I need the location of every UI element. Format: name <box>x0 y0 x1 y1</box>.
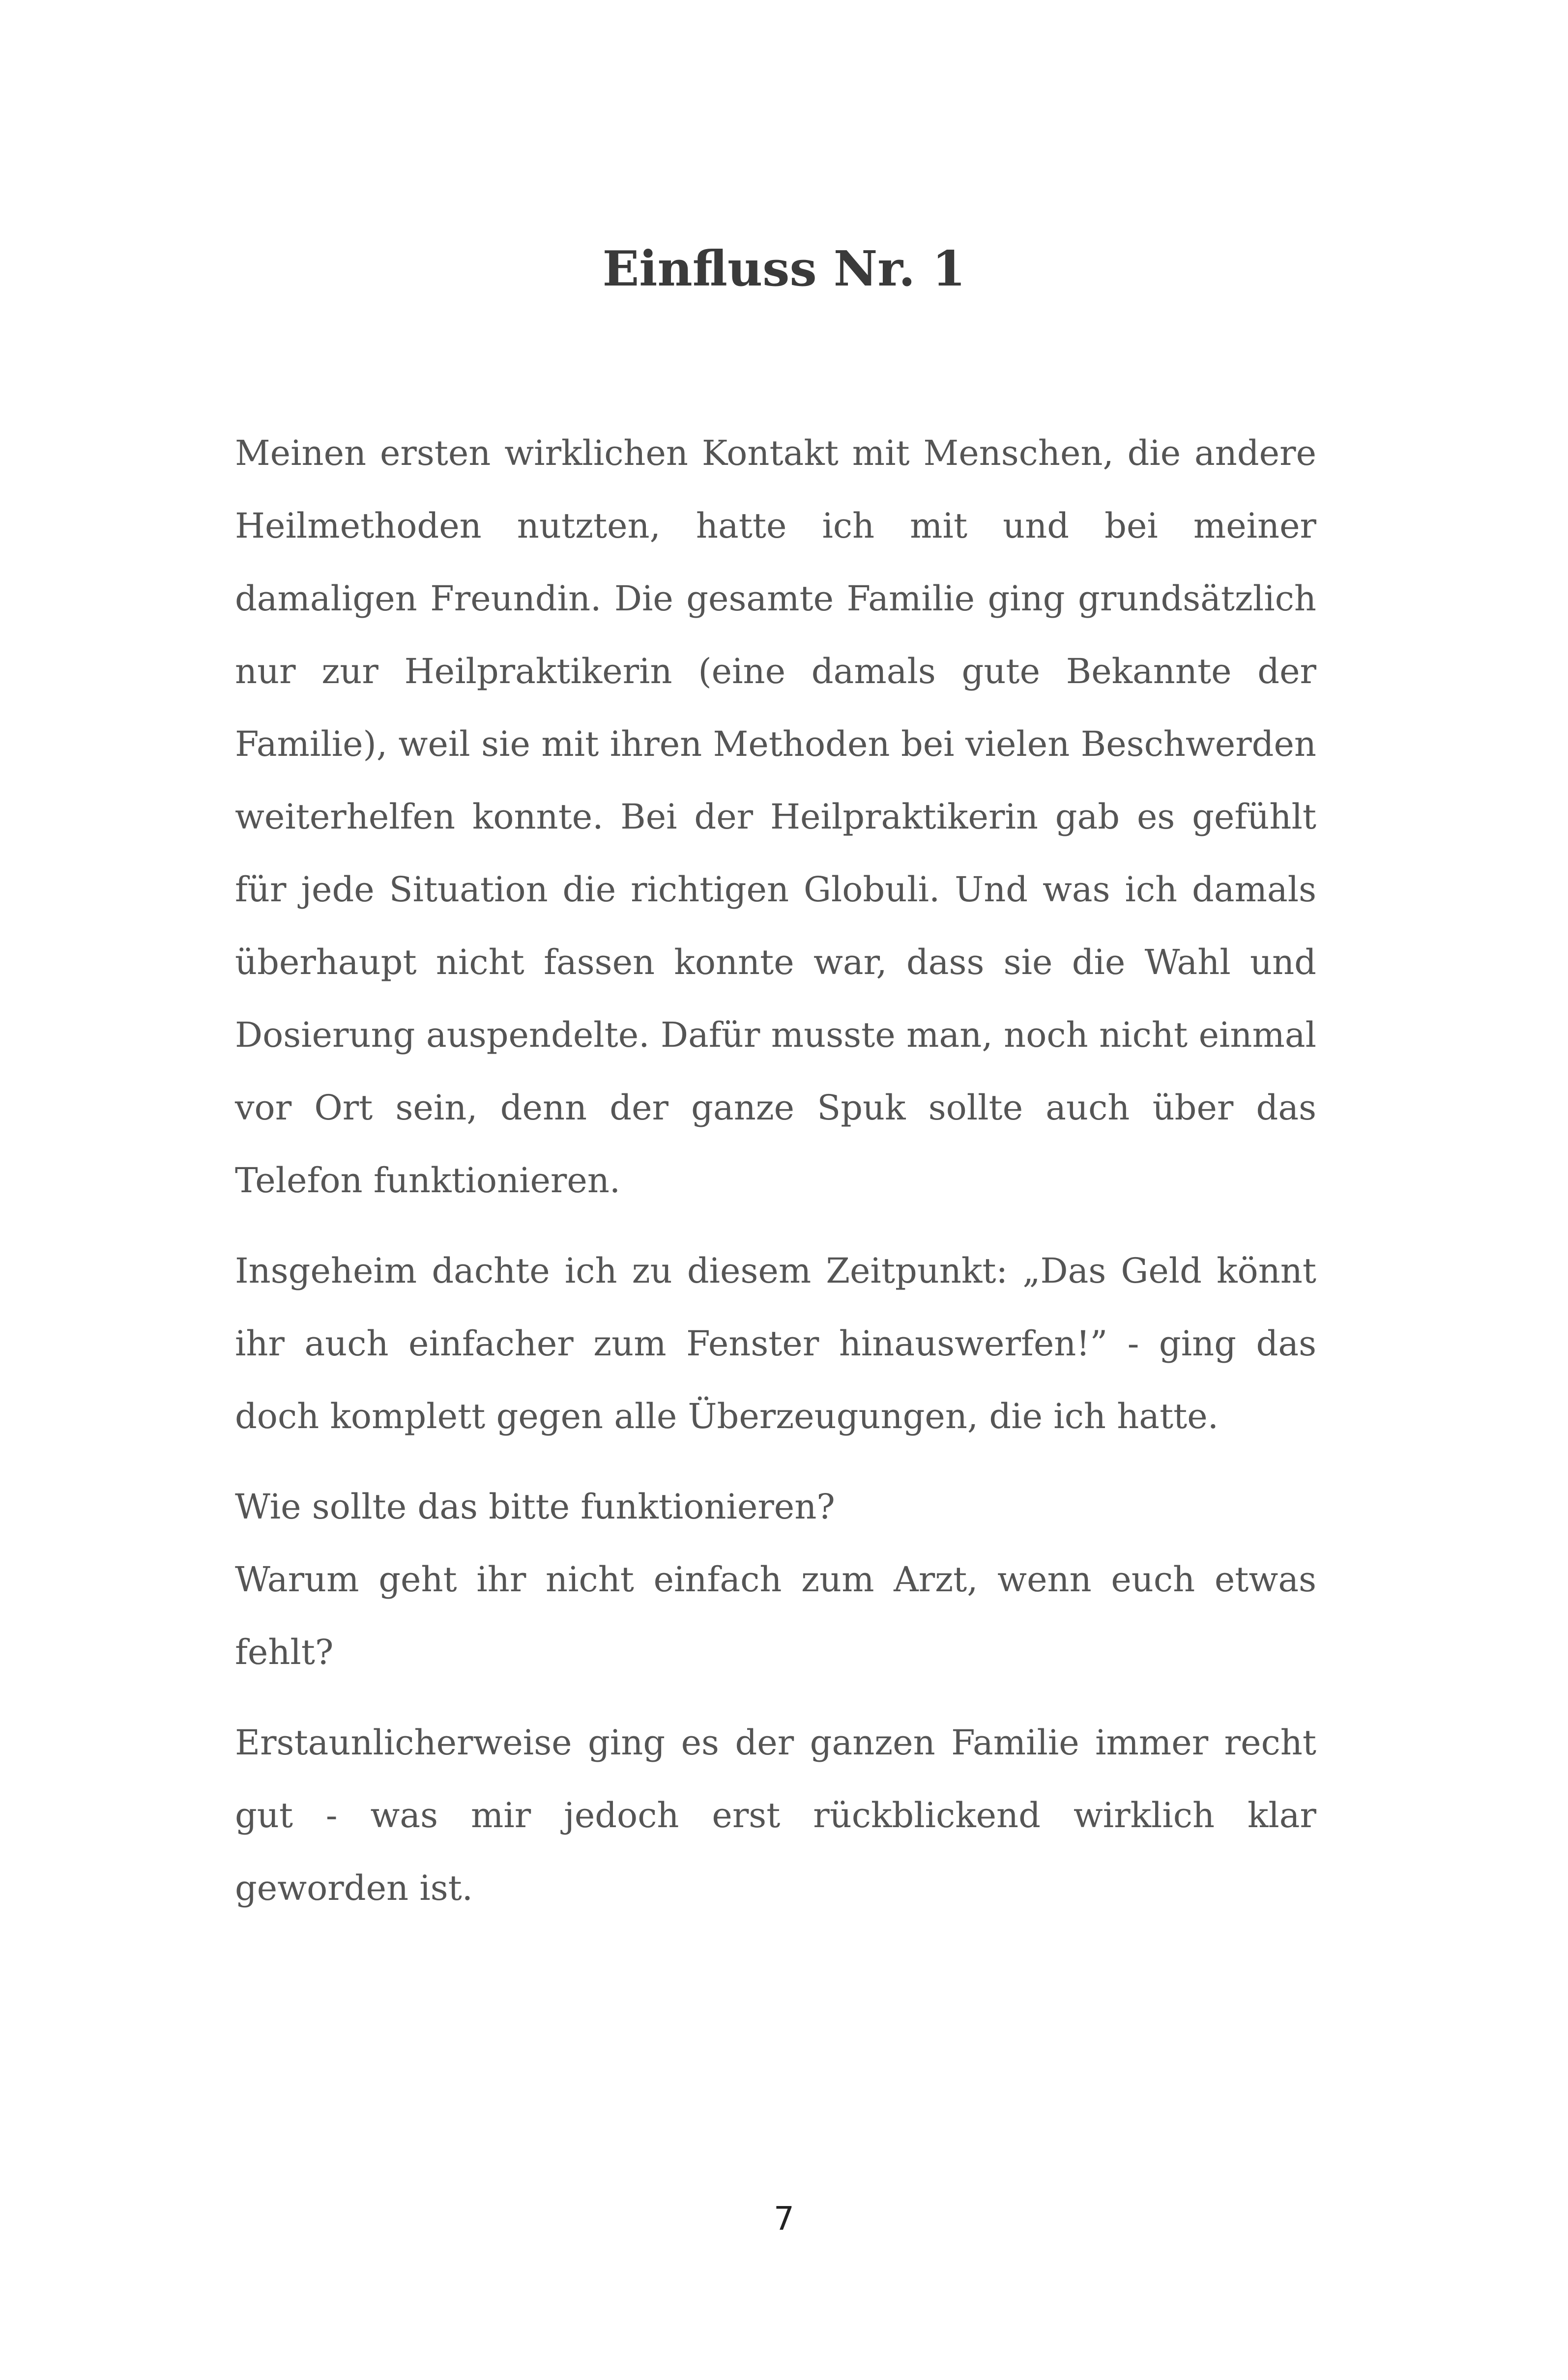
paragraph-3: Wie sollte das bitte funktionieren? <box>235 1487 835 1527</box>
paragraph-1: Meinen ersten wirklichen Kontakt mit Menschen, die andere Heilmethoden nutzten, hatte ich mit und bei meiner damaligen Freundin. Die gesamte Familie ging grundsätzlich nur zur Heilpraktikerin (eine damals gute Bekannte der Familie), weil sie mit ihren Methoden bei vielen Beschwerden weiterhelfen konnte. Bei der Heilpraktikerin gab es gefühlt für jede Situation die richtigen Globuli. Und was ich damals überhaupt nicht fassen konnte war, dass sie die Wahl und Dosierung auspendelte. Dafür musste man, noch nicht einmal vor Ort sein, denn der ganze Spuk sollte auch über das Telefon funktionieren. <box>235 433 1316 1201</box>
body-text <box>235 417 1316 1942</box>
paragraph-5: Erstaunlicherweise ging es der ganzen Familie immer recht gut - was mir jedoch erst rückblickend wirklich klar geworden ist. <box>235 1722 1316 1908</box>
paragraph-4: Warum geht ihr nicht einfach zum Arzt, wenn euch etwas fehlt? <box>235 1559 1316 1672</box>
paragraph-2: Insgeheim dachte ich zu diesem Zeitpunkt: „Das Geld könnt ihr auch einfacher zum Fenster hinauswerfen!” - ging das doch komplett gegen alle Überzeugungen, die ich hatte. <box>235 1251 1316 1436</box>
chapter-title: Einfluss Nr. 1 <box>602 241 966 297</box>
page-number: 7 <box>774 2200 794 2237</box>
